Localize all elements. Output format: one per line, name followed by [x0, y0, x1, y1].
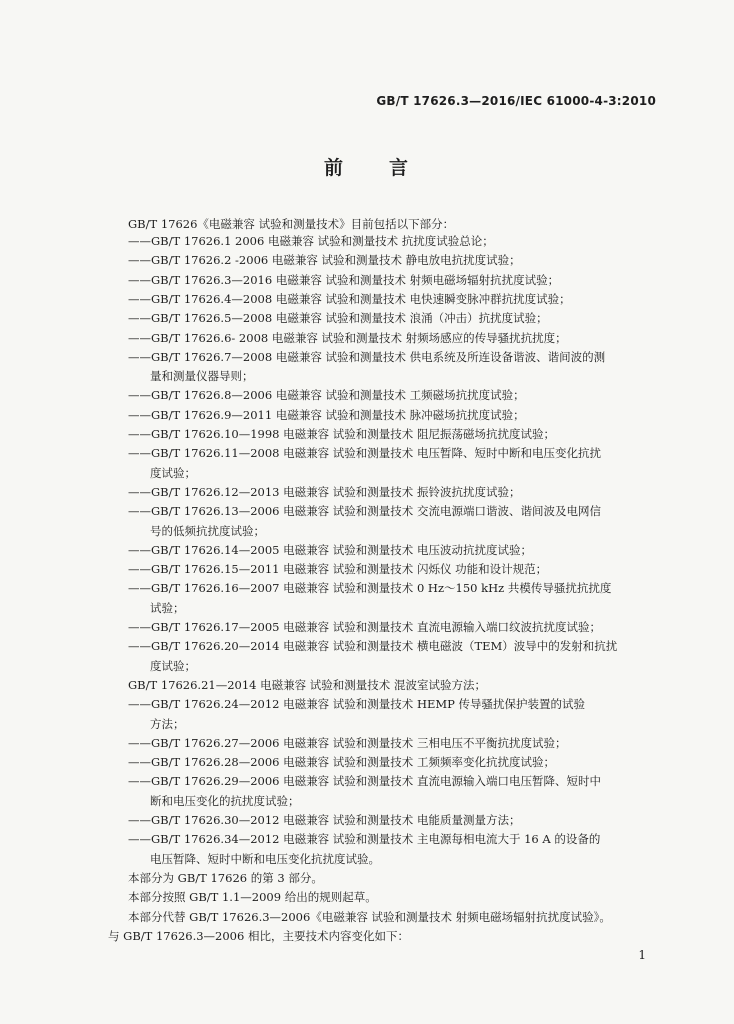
standard-list-item: ——GB/T 17626.34—2012 电磁兼容 试验和测量技术 主电源每相电流大于 16 A 的设备的 — [128, 832, 601, 847]
standard-list-item: ——GB/T 17626.8—2006 电磁兼容 试验和测量技术 工频磁场抗扰度试验； — [128, 388, 525, 403]
paragraph: 本部分为 GB/T 17626 的第 3 部分。 — [128, 870, 323, 885]
standard-list-item: ——GB/T 17626.10—1998 电磁兼容 试验和测量技术 阻尼振荡磁场抗扰度试验； — [128, 427, 555, 441]
standard-list-item-continuation: 量和测量仪器导则； — [150, 369, 254, 384]
intro-line: GB/T 17626《电磁兼容 试验和测量技术》目前包括以下部分： — [128, 217, 455, 231]
standard-list-item-continuation: 号的低频抗扰度试验； — [150, 523, 265, 538]
standard-list-item-continuation: 度试验； — [150, 465, 196, 480]
standard-list-item: ——GB/T 17626.24—2012 电磁兼容 试验和测量技术 HEMP 传导骚扰保护装置的试验 — [128, 697, 586, 712]
standard-list-item: ——GB/T 17626.12—2013 电磁兼容 试验和测量技术 振铃波抗扰度试验； — [128, 484, 521, 499]
standard-list-item: ——GB/T 17626.14—2005 电磁兼容 试验和测量技术 电压波动抗扰度试验； — [128, 542, 532, 557]
standard-list-item-continuation: 断和电压变化的抗扰度试验； — [150, 793, 300, 808]
standard-list-item-continuation: 试验； — [150, 600, 185, 615]
standard-list-item: ——GB/T 17626.2 -2006 电磁兼容 试验和测量技术 静电放电抗扰度试验； — [128, 253, 521, 268]
standard-list-item-continuation: 电压暂降、短时中断和电压变化抗扰度试验。 — [150, 851, 380, 866]
standard-list-item: ——GB/T 17626.15—2011 电磁兼容 试验和测量技术 闪烁仪 功能和设计规范； — [128, 562, 548, 577]
page-title — [0, 153, 734, 180]
standard-list-item: ——GB/T 17626.30—2012 电磁兼容 试验和测量技术 电能质量测量方法； — [128, 813, 521, 827]
standard-list-item: ——GB/T 17626.29—2006 电磁兼容 试验和测量技术 直流电源输入端口电压暂降、短时中 — [128, 774, 601, 789]
paragraph: 与 GB/T 17626.3—2006 相比，主要技术内容变化如下： — [108, 928, 409, 943]
paragraph: 本部分代替 GB/T 17626.3—2006《电磁兼容 试验和测量技术 射频电磁场辐射抗扰度试验》。 — [128, 909, 611, 924]
title-char: 前 — [323, 157, 345, 179]
standard-list-item-continuation: 度试验； — [150, 658, 196, 673]
standard-list-item: ——GB/T 17626.7—2008 电磁兼容 试验和测量技术 供电系统及所连设备谐波、谐间波的测 — [128, 349, 606, 364]
standard-list-item: ——GB/T 17626.11—2008 电磁兼容 试验和测量技术 电压暂降、短时中断和电压变化抗扰 — [128, 446, 601, 461]
standard-list-item: ——GB/T 17626.5—2008 电磁兼容 试验和测量技术 浪涌（冲击）抗扰度试验； — [128, 311, 548, 326]
standard-list-item-continuation: 方法； — [150, 716, 185, 731]
standard-list-item: ——GB/T 17626.4—2008 电磁兼容 试验和测量技术 电快速瞬变脉冲群抗扰度试验； — [128, 291, 571, 306]
standard-list-item: GB/T 17626.21—2014 电磁兼容 试验和测量技术 混波室试验方法； — [128, 677, 486, 692]
standard-list-item: ——GB/T 17626.13—2006 电磁兼容 试验和测量技术 交流电源端口谐波、谐间波及电网信 — [128, 504, 601, 519]
paragraph: 本部分按照 GB/T 1.1—2009 给出的规则起草。 — [128, 890, 377, 905]
standard-list-item: ——GB/T 17626.6- 2008 电磁兼容 试验和测量技术 射频场感应的传导骚扰抗扰度； — [128, 330, 567, 345]
standard-number-header: GB/T 17626.3—2016/IEC 61000-4-3:2010 — [376, 94, 656, 108]
title-char: 言 — [389, 157, 411, 179]
page-number: 1 — [638, 948, 646, 962]
standard-list-item: ——GB/T 17626.9—2011 电磁兼容 试验和测量技术 脉冲磁场抗扰度试验； — [128, 407, 525, 422]
standard-list-item: ——GB/T 17626.1 2006 电磁兼容 试验和测量技术 抗扰度试验总论； — [128, 234, 494, 248]
standard-list-item: ——GB/T 17626.3—2016 电磁兼容 试验和测量技术 射频电磁场辐射抗扰度试验； — [128, 272, 560, 287]
standard-list-item: ——GB/T 17626.20—2014 电磁兼容 试验和测量技术 横电磁波（TEM）波导中的发射和抗扰 — [128, 639, 618, 654]
standard-list-item: ——GB/T 17626.17—2005 电磁兼容 试验和测量技术 直流电源输入端口纹波抗扰度试验； — [128, 620, 601, 634]
standard-list-item: ——GB/T 17626.27—2006 电磁兼容 试验和测量技术 三相电压不平衡抗扰度试验； — [128, 735, 567, 750]
standard-list-item: ——GB/T 17626.16—2007 电磁兼容 试验和测量技术 0 Hz～150 kHz 共模传导骚扰抗扰度 — [128, 581, 612, 596]
standard-list-item: ——GB/T 17626.28—2006 电磁兼容 试验和测量技术 工频频率变化抗扰度试验； — [128, 755, 555, 770]
